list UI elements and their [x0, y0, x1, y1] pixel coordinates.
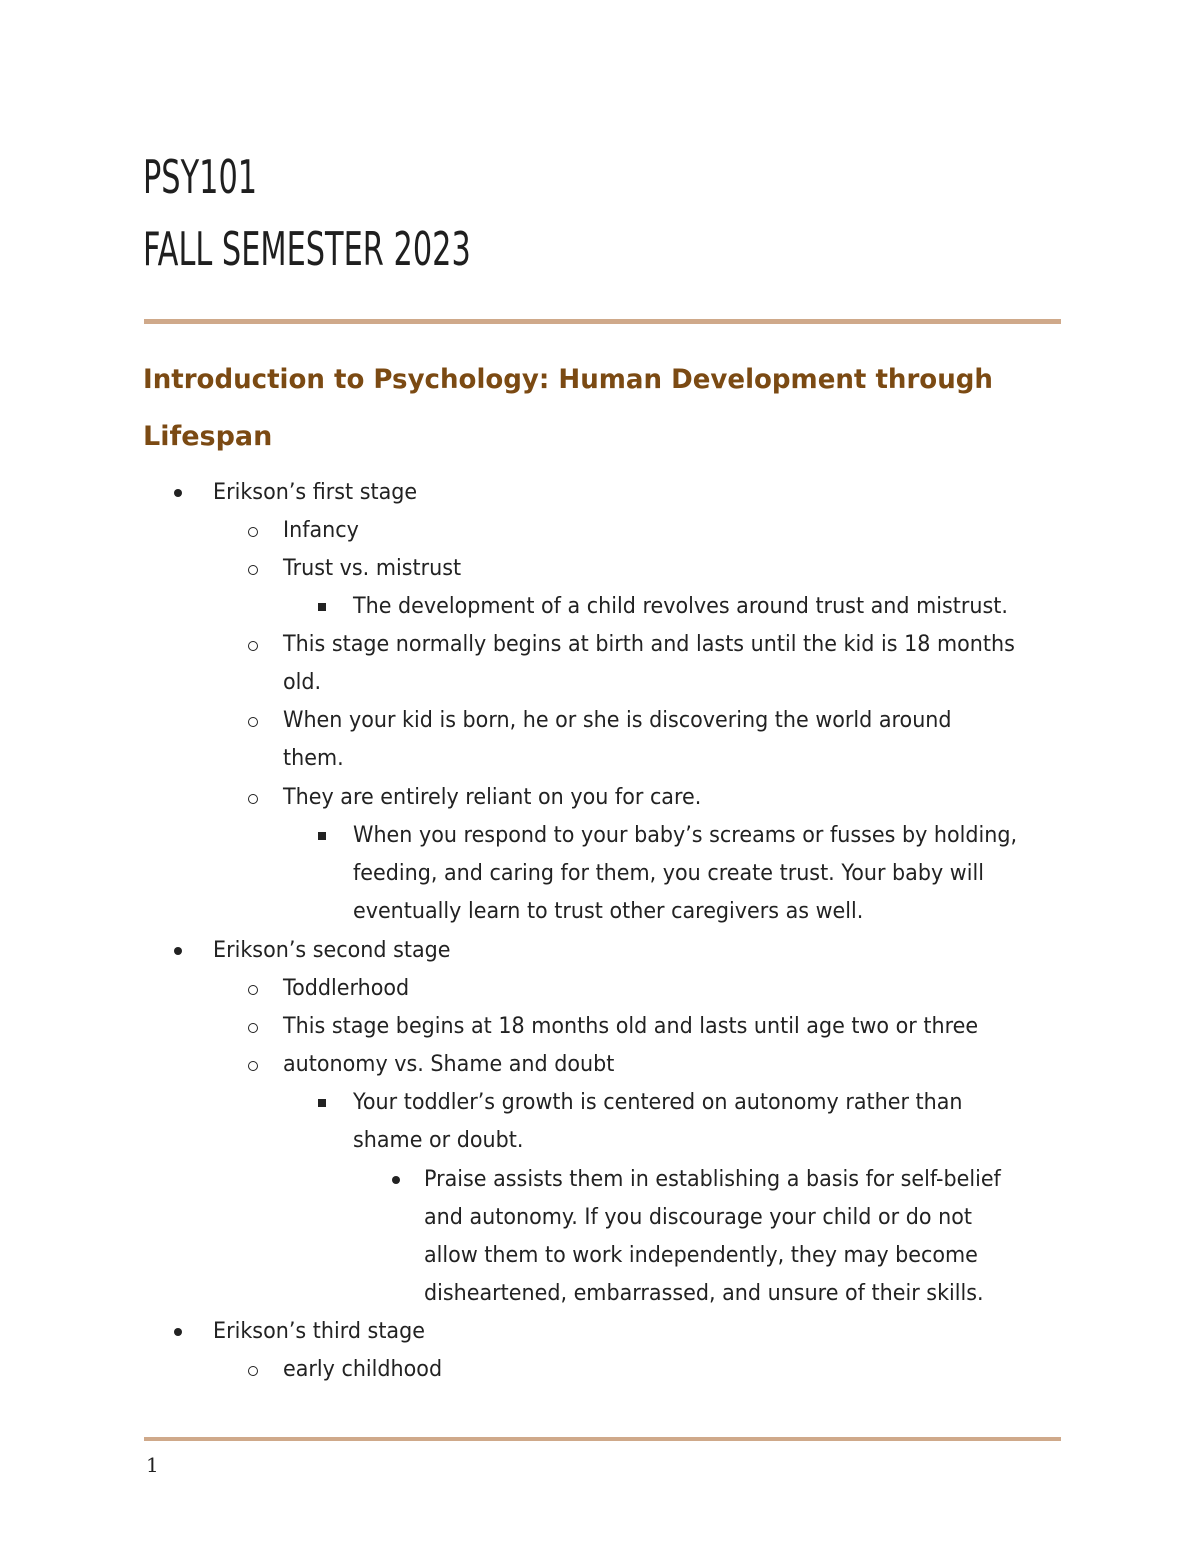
- list-item: Your toddler’s growth is centered on autonomy rather than: [353, 1090, 963, 1115]
- list-item: autonomy vs. Shame and doubt: [283, 1052, 615, 1077]
- bullet-circle-icon: [248, 1052, 258, 1071]
- list-item-continuation: disheartened, embarrassed, and unsure of their skills.: [424, 1281, 984, 1306]
- list-item-continuation: shame or doubt.: [353, 1128, 524, 1153]
- list-item-continuation: them.: [283, 746, 344, 771]
- list-item-continuation: eventually learn to trust other caregivers as well.: [353, 899, 864, 924]
- bullet-circle-icon: [248, 1357, 258, 1376]
- list-item: Erikson’s first stage: [213, 480, 418, 505]
- bullet-circle-icon: [248, 632, 258, 651]
- list-item-continuation: feeding, and caring for them, you create trust. Your baby will: [353, 861, 984, 886]
- list-item: When your kid is born, he or she is discovering the world around: [283, 708, 952, 733]
- course-code-title: PSY101: [143, 150, 258, 204]
- list-item: Erikson’s third stage: [213, 1319, 425, 1344]
- bullet-disc-icon: [174, 480, 182, 497]
- list-item: This stage normally begins at birth and lasts until the kid is 18 months: [283, 632, 1015, 657]
- list-item: When you respond to your baby’s screams or fusses by holding,: [353, 823, 1018, 848]
- list-item: Toddlerhood: [283, 976, 410, 1001]
- bullet-circle-icon: [248, 708, 258, 727]
- list-item: Praise assists them in establishing a basis for self-belief: [424, 1167, 1001, 1192]
- bullet-disc-icon: [174, 938, 182, 955]
- list-item: The development of a child revolves around trust and mistrust.: [353, 594, 1008, 619]
- bullet-circle-icon: [248, 976, 258, 995]
- section-heading-line1: Introduction to Psychology: Human Development through: [143, 364, 993, 395]
- bullet-square-icon: [318, 823, 326, 840]
- list-item: Infancy: [283, 518, 359, 543]
- list-item: Erikson’s second stage: [213, 938, 451, 963]
- bullet-circle-icon: [248, 1014, 258, 1033]
- list-item-continuation: allow them to work independently, they may become: [424, 1243, 978, 1268]
- section-heading-line2: Lifespan: [143, 421, 273, 452]
- list-item: Trust vs. mistrust: [283, 556, 462, 581]
- bullet-circle-icon: [248, 518, 258, 537]
- list-item: early childhood: [283, 1357, 443, 1382]
- list-item-continuation: and autonomy. If you discourage your child or do not: [424, 1205, 972, 1230]
- list-item: They are entirely reliant on you for care.: [283, 785, 702, 810]
- bullet-square-icon: [318, 594, 326, 611]
- top-divider: [144, 319, 1061, 324]
- bullet-square-icon: [318, 1090, 326, 1107]
- list-item-continuation: old.: [283, 670, 322, 695]
- semester-title: FALL SEMESTER 2023: [143, 222, 471, 276]
- bullet-circle-icon: [248, 785, 258, 804]
- bullet-disc-icon: [392, 1167, 400, 1184]
- list-item: This stage begins at 18 months old and lasts until age two or three: [283, 1014, 979, 1039]
- bullet-disc-icon: [174, 1319, 182, 1336]
- footer-divider: [144, 1437, 1061, 1441]
- bullet-circle-icon: [248, 556, 258, 575]
- page-number: 1: [146, 1453, 159, 1477]
